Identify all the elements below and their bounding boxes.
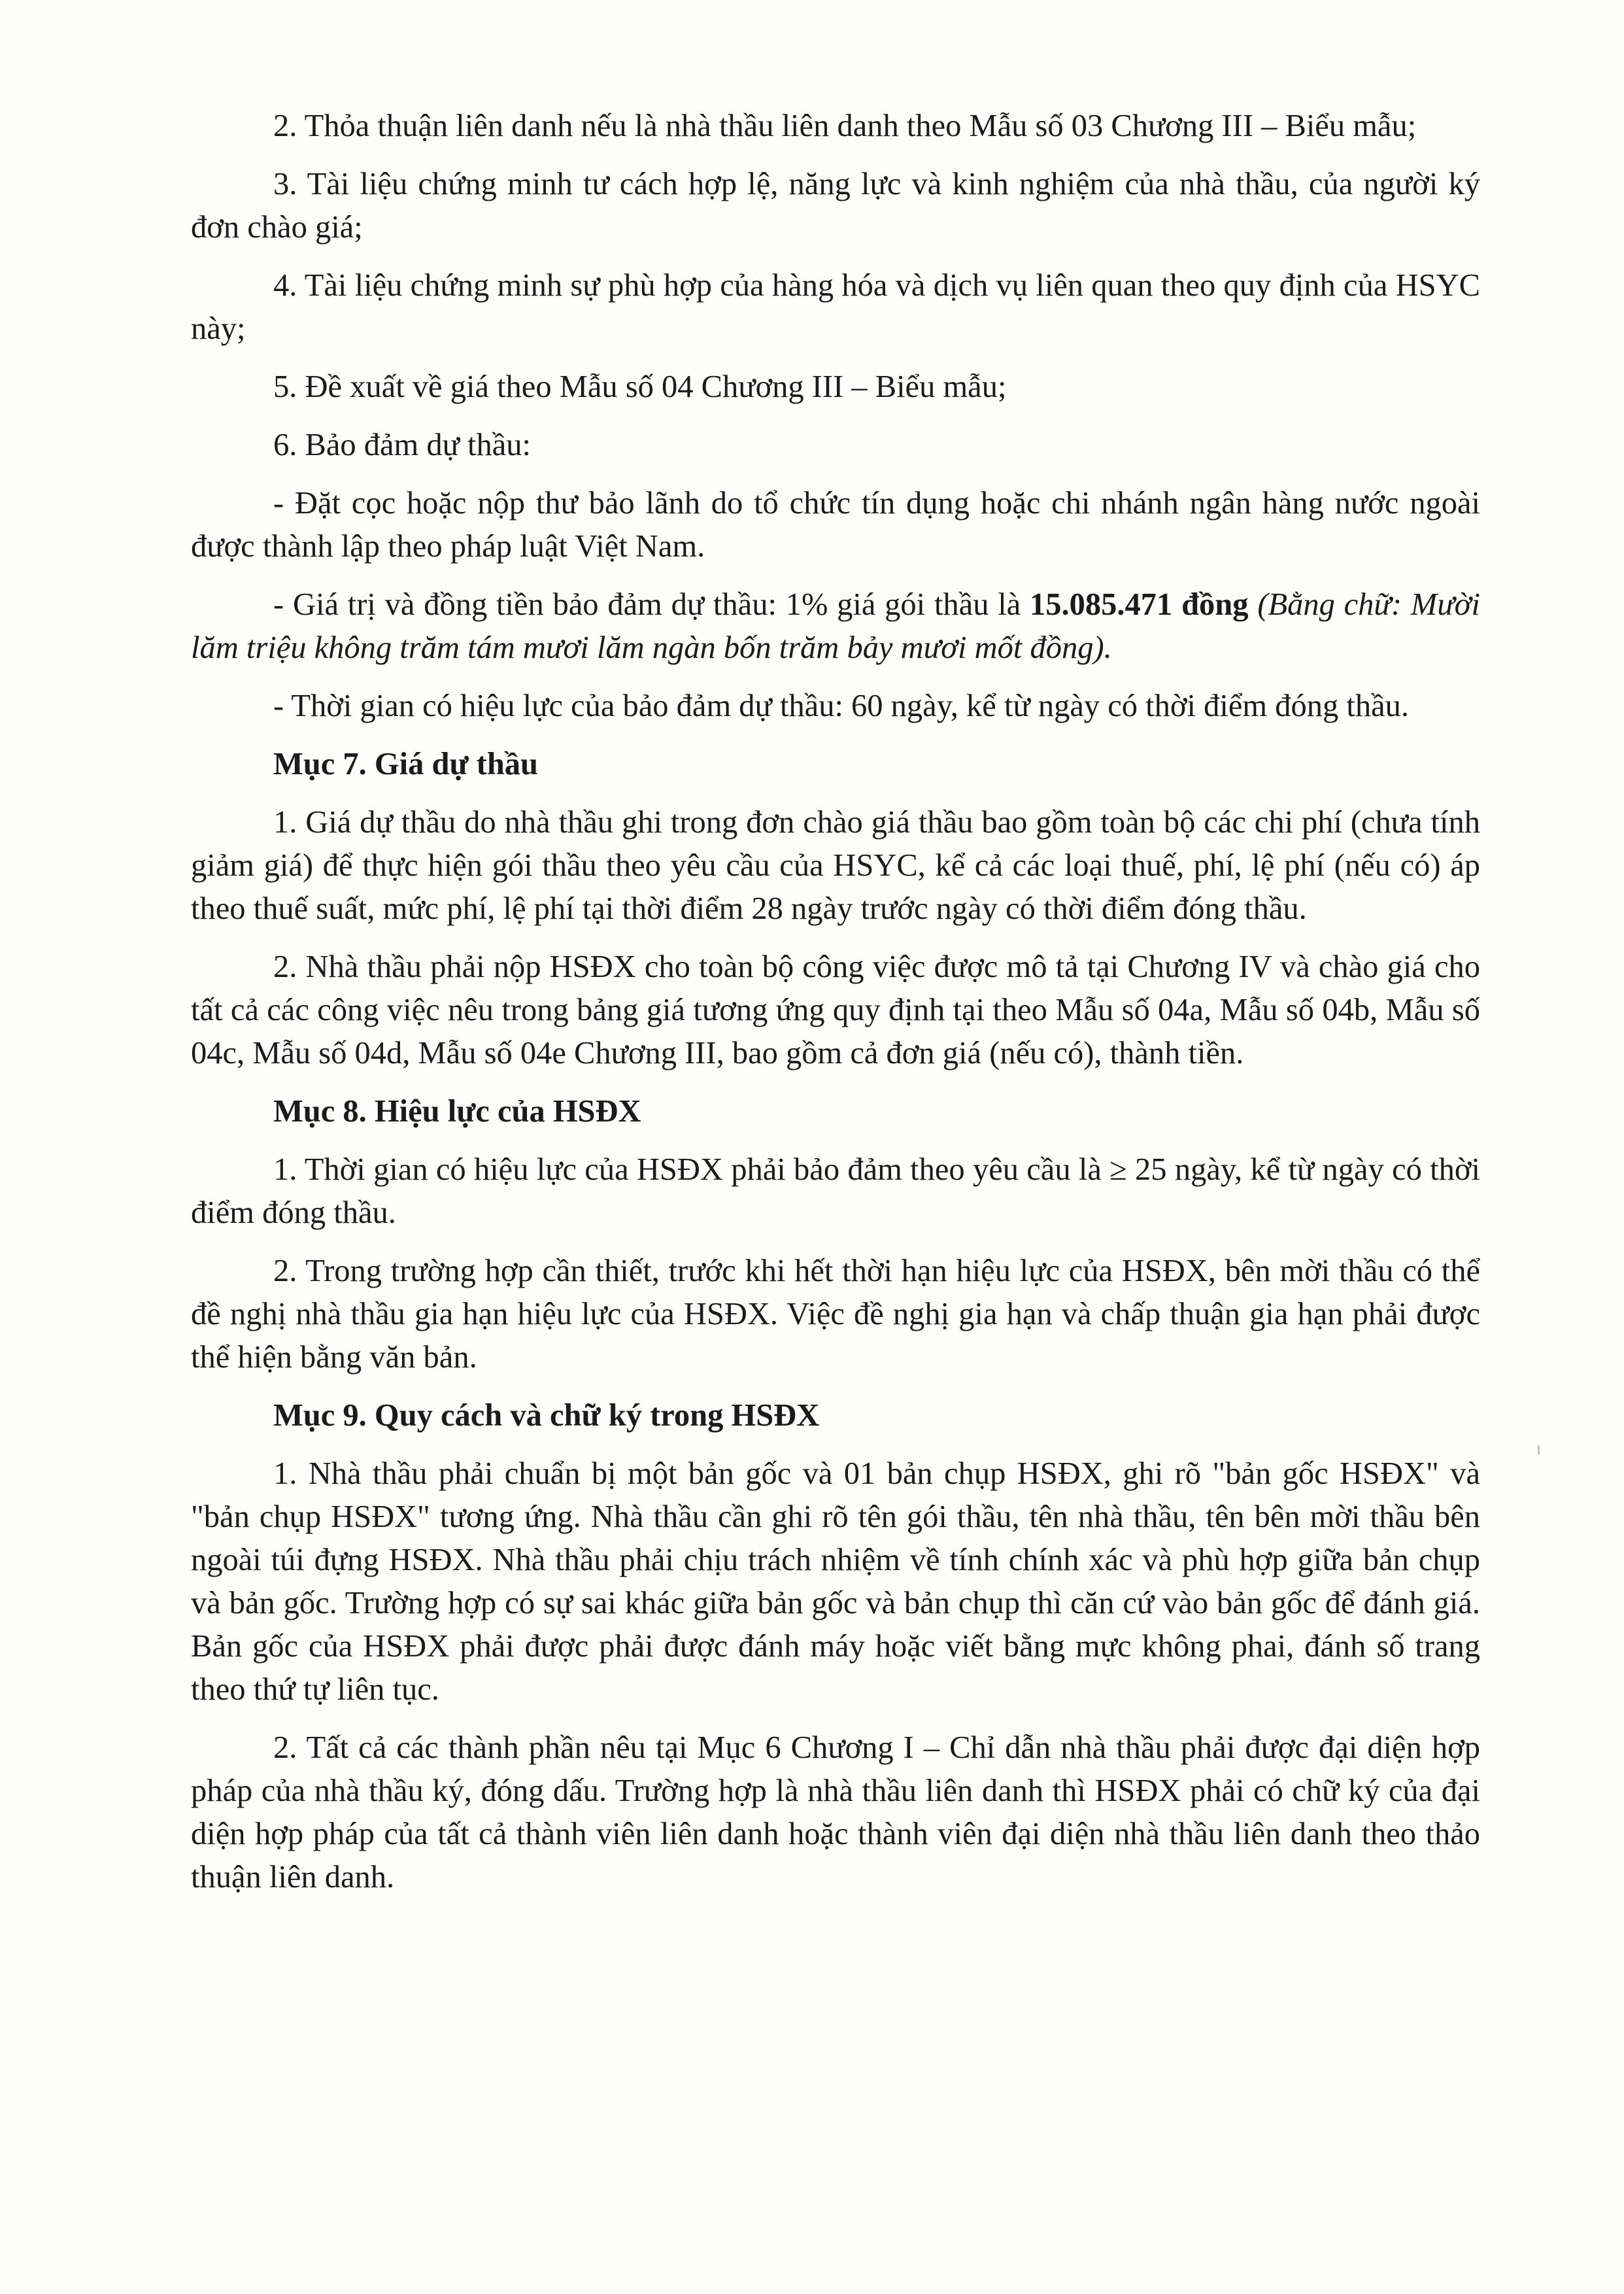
section-8-paragraph: 2. Trong trường hợp cần thiết, trước khi hết thời hạn hiệu lực của HSĐX, bên mời thầu có thể đề nghị nhà thầu gia hạn hiệu lực của HSĐX. Việc đề nghị gia hạn và chấp thuận gia hạn phải được thể hiện bằng văn bản.	[191, 1254, 1480, 1375]
section-9-paragraph: 2. Tất cả các thành phần nêu tại Mục 6 Chương I – Chỉ dẫn nhà thầu phải được đại diện hợp pháp của nhà thầu ký, đóng dấu. Trường hợp là nhà thầu liên danh thì HSĐX phải có chữ ký của đại diện hợp pháp của tất cả thành viên liên danh hoặc thành viên đại diện nhà thầu liên danh theo thảo thuận liên danh.	[191, 1730, 1480, 1894]
section-7-paragraph: 2. Nhà thầu phải nộp HSĐX cho toàn bộ công việc được mô tả tại Chương IV và chào giá cho tất cả các công việc nêu trong bảng giá tương ứng quy định tại theo Mẫu số 04a, Mẫu số 04b, Mẫu số 04c, Mẫu số 04d, Mẫu số 04e Chương III, bao gồm cả đơn giá (nếu có), thành tiền.	[191, 950, 1480, 1070]
bid-security-deposit: - Đặt cọc hoặc nộp thư bảo lãnh do tổ chức tín dụng hoặc chi nhánh ngân hàng nước ngoài được thành lập theo pháp luật Việt Nam.	[191, 486, 1480, 564]
item-price-proposal: 5. Đề xuất về giá theo Mẫu số 04 Chương III – Biểu mẫu;	[273, 369, 1007, 404]
bid-security-amount-in-words: (Bằng chữ: Mười lăm triệu không trăm tám mươi lăm ngàn bốn trăm bảy mươi mốt đồng).	[191, 587, 1481, 665]
section-7-heading: Mục 7. Giá dự thầu	[273, 747, 539, 781]
item-joint-venture-agreement: 2. Thỏa thuận liên danh nếu là nhà thầu liên danh theo Mẫu số 03 Chương III – Biểu mẫu;	[273, 109, 1417, 143]
section-7-paragraph: 1. Giá dự thầu do nhà thầu ghi trong đơn chào giá thầu bao gồm toàn bộ các chi phí (chưa tính giảm giá) để thực hiện gói thầu theo yêu cầu của HSYC, kể cả các loại thuế, phí, lệ phí (nếu có) áp theo thuế suất, mức phí, lệ phí tại thời điểm 28 ngày trước ngày có thời điểm đóng thầu.	[191, 805, 1480, 926]
scan-speck	[1538, 1445, 1540, 1454]
bid-security-value	[191, 583, 1480, 670]
section-9-paragraph: 1. Nhà thầu phải chuẩn bị một bản gốc và 01 bản chụp HSĐX, ghi rõ "bản gốc HSĐX" và "bản chụp HSĐX" tương ứng. Nhà thầu cần ghi rõ tên gói thầu, tên nhà thầu, tên bên mời thầu bên ngoài túi đựng HSĐX. Nhà thầu phải chịu trách nhiệm về tính chính xác và phù hợp giữa bản chụp và bản gốc. Trường hợp có sự sai khác giữa bản gốc và bản chụp thì căn cứ vào bản gốc để đánh giá. Bản gốc của HSĐX phải được phải được đánh máy hoặc viết bằng mực không phai, đánh số trang theo thứ tự liên tục.	[191, 1456, 1480, 1707]
section-9-heading: Mục 9. Quy cách và chữ ký trong HSĐX	[273, 1398, 820, 1433]
bid-security-validity: - Thời gian có hiệu lực của bảo đảm dự thầu: 60 ngày, kể từ ngày có thời điểm đóng thầu.	[273, 689, 1409, 723]
bid-security-value-prefix: - Giá trị và đồng tiền bảo đảm dự thầu: 1% giá gói thầu là	[273, 587, 1030, 622]
item-conformity-documents: 4. Tài liệu chứng minh sự phù hợp của hàng hóa và dịch vụ liên quan theo quy định của HSYC này;	[191, 268, 1480, 346]
bid-security-amount: 15.085.471 đồng	[1030, 587, 1249, 622]
item-eligibility-documents: 3. Tài liệu chứng minh tư cách hợp lệ, năng lực và kinh nghiệm của nhà thầu, của người ký đơn chào giá;	[191, 167, 1480, 245]
section-8-heading: Mục 8. Hiệu lực của HSĐX	[273, 1094, 641, 1129]
item-bid-security: 6. Bảo đảm dự thầu:	[273, 428, 532, 462]
section-8-paragraph: 1. Thời gian có hiệu lực của HSĐX phải bảo đảm theo yêu cầu là ≥ 25 ngày, kể từ ngày có thời điểm đóng thầu.	[191, 1152, 1480, 1230]
